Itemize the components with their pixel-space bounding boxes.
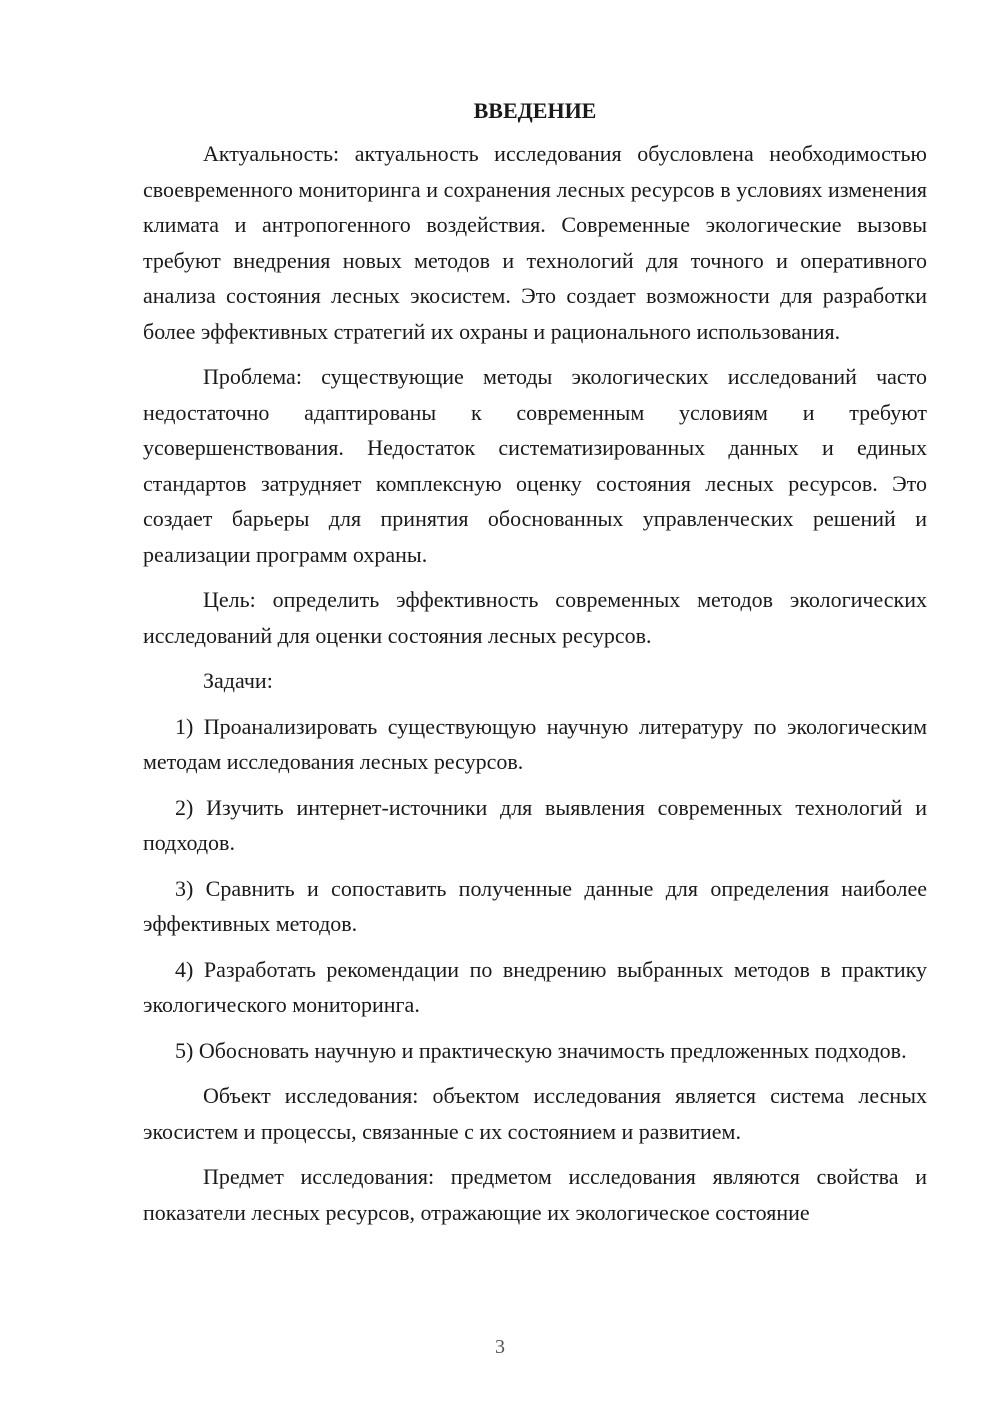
task-item-1: 1) Проанализировать существующую научную литературу по экологическим методам исследования лесных ресурсов. (143, 713, 927, 774)
goal-paragraph: Цель: определить эффективность современных методов экологических исследований для оценки состояния лесных ресурсов. (143, 587, 927, 648)
problem-paragraph: Проблема: существующие методы экологических исследований часто недостаточно адаптированы к современным условиям и требуют усовершенствования. Недостаток систематизированных данных и единых стандартов затрудняет комплексную оценку состояния лесных ресурсов. Это создает барьеры для принятия обоснованных управленческих решений и реализации программ охраны. (143, 364, 927, 567)
task-item-2: 2) Изучить интернет-источники для выявления современных технологий и подходов. (143, 794, 927, 855)
task-item-4: 4) Разработать рекомендации по внедрению выбранных методов в практику экологического мониторинга. (143, 956, 927, 1017)
subject-paragraph: Предмет исследования: предметом исследования являются свойства и показатели лесных ресурсов, отражающие их экологическое состояние (143, 1164, 927, 1225)
task-item-5: 5) Обосновать научную и практическую значимость предложенных подходов. (175, 1037, 907, 1063)
task-item-3: 3) Сравнить и сопоставить полученные данные для определения наиболее эффективных методов. (143, 875, 927, 936)
relevance-paragraph: Актуальность: актуальность исследования обусловлена необходимостью своевременного мониторинга и сохранения лесных ресурсов в условиях изменения климата и антропогенного воздействия. Современные экологические вызовы требуют внедрения новых методов и технологий для точного и оперативного анализа состояния лесных экосистем. Это создает возможности для разработки более эффективных стратегий их охраны и рационального использования. (143, 141, 927, 344)
page-content (143, 96, 927, 1240)
tasks-label: Задачи: (203, 668, 273, 693)
page-number: 3 (495, 1336, 505, 1358)
section-title: ВВЕДЕНИЕ (473, 98, 597, 123)
object-paragraph: Объект исследования: объектом исследования является система лесных экосистем и процессы, связанные с их состоянием и развитием. (143, 1083, 927, 1144)
